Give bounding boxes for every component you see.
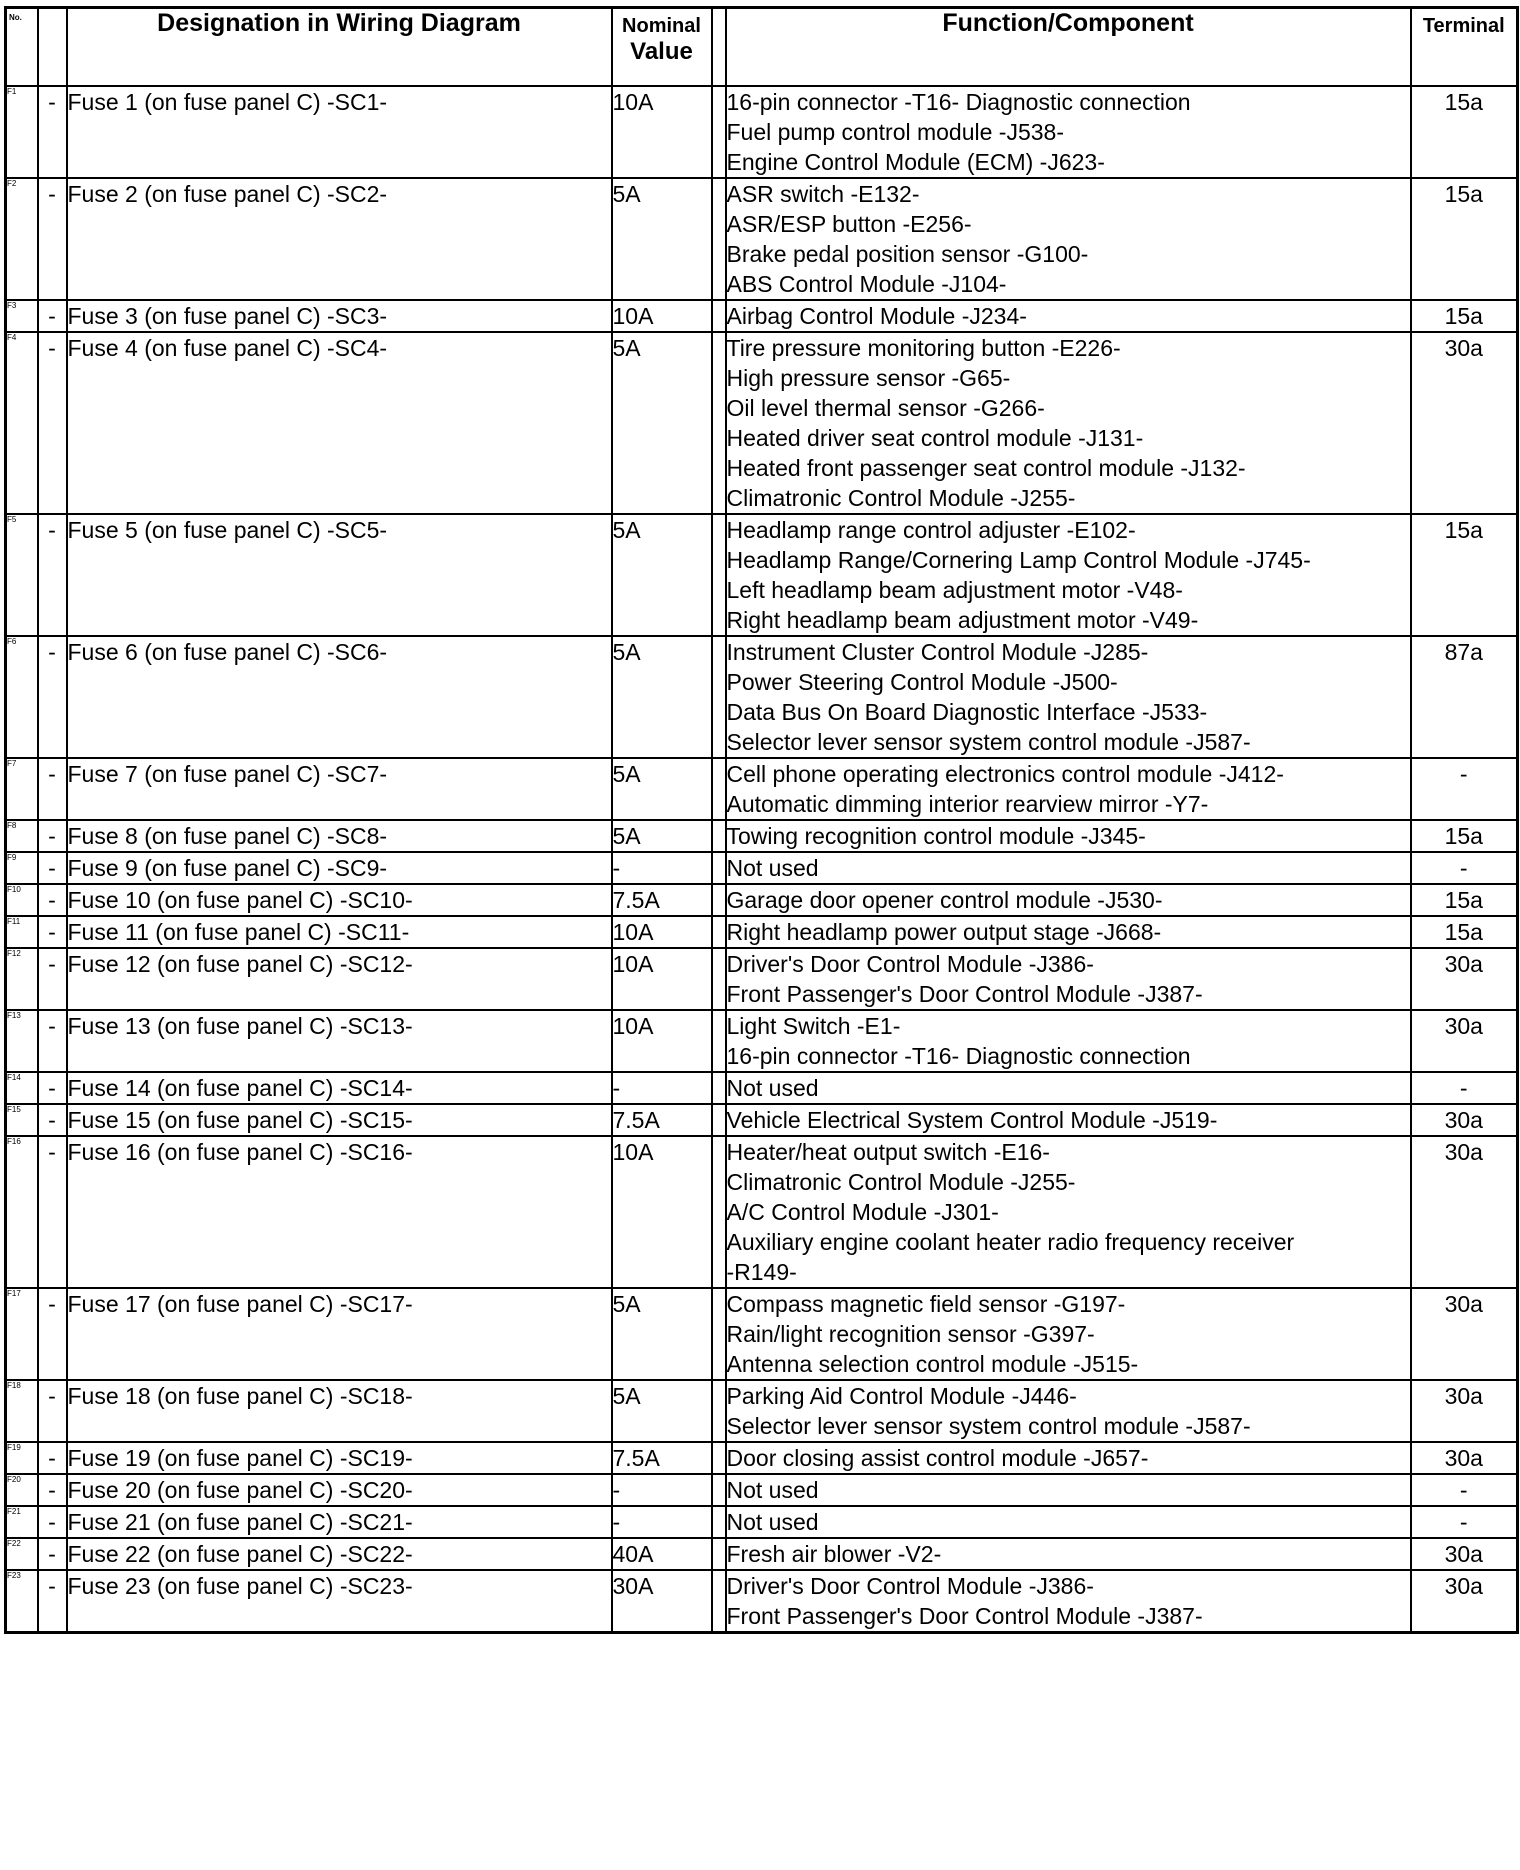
fuse-number: F20: [6, 1474, 38, 1506]
gap-cell: [712, 1072, 726, 1104]
terminal-cell: 15a: [1411, 916, 1518, 948]
function-cell: [726, 884, 1411, 916]
row-marker: -: [38, 86, 67, 178]
designation-cell: Fuse 4 (on fuse panel C) -SC4-: [67, 332, 612, 514]
header-gap: [712, 8, 726, 87]
function-cell: [726, 332, 1411, 514]
terminal-cell: 15a: [1411, 514, 1518, 636]
table-row: [6, 884, 1518, 916]
function-cell: [726, 1136, 1411, 1288]
gap-cell: [712, 1442, 726, 1474]
function-cell: [726, 1474, 1411, 1506]
terminal-cell: -: [1411, 852, 1518, 884]
row-marker: -: [38, 758, 67, 820]
table-row: [6, 636, 1518, 758]
function-cell: [726, 916, 1411, 948]
fuse-number: F3: [6, 300, 38, 332]
terminal-cell: 15a: [1411, 86, 1518, 178]
gap-cell: [712, 758, 726, 820]
table-row: [6, 1288, 1518, 1380]
nominal-value-cell: 10A: [612, 948, 712, 1010]
function-line: Vehicle Electrical System Control Module -J519-: [726, 1107, 1218, 1133]
function-cell: [726, 758, 1411, 820]
function-line: Fresh air blower -V2-: [726, 1541, 942, 1567]
terminal-cell: 30a: [1411, 1104, 1518, 1136]
designation-cell: Fuse 13 (on fuse panel C) -SC13-: [67, 1010, 612, 1072]
function-line: Driver's Door Control Module -J386-: [726, 951, 1094, 977]
designation-cell: Fuse 17 (on fuse panel C) -SC17-: [67, 1288, 612, 1380]
function-line: ABS Control Module -J104-: [726, 271, 1007, 297]
nominal-value-cell: -: [612, 1072, 712, 1104]
designation-cell: Fuse 11 (on fuse panel C) -SC11-: [67, 916, 612, 948]
function-line: Headlamp range control adjuster -E102-: [726, 517, 1136, 543]
terminal-cell: -: [1411, 758, 1518, 820]
terminal-cell: 30a: [1411, 1380, 1518, 1442]
nominal-value-cell: -: [612, 1506, 712, 1538]
function-line: Heated driver seat control module -J131-: [726, 425, 1144, 451]
function-line: Instrument Cluster Control Module -J285-: [726, 639, 1149, 665]
designation-cell: Fuse 6 (on fuse panel C) -SC6-: [67, 636, 612, 758]
table-body: [6, 86, 1518, 1633]
designation-cell: Fuse 23 (on fuse panel C) -SC23-: [67, 1570, 612, 1633]
function-line: ASR/ESP button -E256-: [726, 211, 972, 237]
function-line: Selector lever sensor system control module -J587-: [726, 729, 1251, 755]
fuse-number: F5: [6, 514, 38, 636]
designation-cell: Fuse 5 (on fuse panel C) -SC5-: [67, 514, 612, 636]
row-marker: -: [38, 1010, 67, 1072]
row-marker: -: [38, 636, 67, 758]
designation-cell: Fuse 9 (on fuse panel C) -SC9-: [67, 852, 612, 884]
table-row: [6, 1506, 1518, 1538]
function-line: Not used: [726, 1509, 819, 1535]
gap-cell: [712, 178, 726, 300]
function-line: 16-pin connector -T16- Diagnostic connection: [726, 89, 1191, 115]
header-no: No.: [6, 8, 38, 87]
row-marker: -: [38, 1072, 67, 1104]
nominal-value-cell: 10A: [612, 86, 712, 178]
gap-cell: [712, 86, 726, 178]
header-terminal: Terminal: [1411, 8, 1518, 87]
designation-cell: Fuse 7 (on fuse panel C) -SC7-: [67, 758, 612, 820]
fuse-number: F9: [6, 852, 38, 884]
gap-cell: [712, 1380, 726, 1442]
nominal-value-cell: 10A: [612, 1136, 712, 1288]
designation-cell: Fuse 22 (on fuse panel C) -SC22-: [67, 1538, 612, 1570]
nominal-value-cell: 5A: [612, 178, 712, 300]
gap-cell: [712, 1506, 726, 1538]
function-line: Antenna selection control module -J515-: [726, 1351, 1139, 1377]
table-row: [6, 916, 1518, 948]
row-marker: -: [38, 300, 67, 332]
fuse-number: F7: [6, 758, 38, 820]
function-cell: [726, 636, 1411, 758]
row-marker: -: [38, 948, 67, 1010]
function-cell: [726, 178, 1411, 300]
header-function: Function/Component: [726, 8, 1411, 87]
function-line: Headlamp Range/Cornering Lamp Control Module -J745-: [726, 547, 1311, 573]
nominal-value-cell: -: [612, 852, 712, 884]
terminal-cell: 15a: [1411, 884, 1518, 916]
gap-cell: [712, 636, 726, 758]
function-line: ASR switch -E132-: [726, 181, 920, 207]
function-cell: [726, 1380, 1411, 1442]
function-cell: [726, 86, 1411, 178]
nominal-value-cell: 7.5A: [612, 884, 712, 916]
function-line: 16-pin connector -T16- Diagnostic connection: [726, 1043, 1191, 1069]
function-line: Data Bus On Board Diagnostic Interface -J533-: [726, 699, 1208, 725]
fuse-number: F1: [6, 86, 38, 178]
fuse-table: [4, 6, 1519, 1634]
function-line: Cell phone operating electronics control module -J412-: [726, 761, 1284, 787]
gap-cell: [712, 852, 726, 884]
designation-cell: Fuse 21 (on fuse panel C) -SC21-: [67, 1506, 612, 1538]
designation-cell: Fuse 19 (on fuse panel C) -SC19-: [67, 1442, 612, 1474]
gap-cell: [712, 820, 726, 852]
designation-cell: Fuse 16 (on fuse panel C) -SC16-: [67, 1136, 612, 1288]
function-line: Not used: [726, 855, 819, 881]
nominal-value-cell: 40A: [612, 1538, 712, 1570]
fuse-number: F12: [6, 948, 38, 1010]
table-row: [6, 514, 1518, 636]
gap-cell: [712, 1474, 726, 1506]
row-marker: -: [38, 1570, 67, 1633]
nominal-value-cell: 7.5A: [612, 1104, 712, 1136]
function-cell: [726, 1072, 1411, 1104]
designation-cell: Fuse 15 (on fuse panel C) -SC15-: [67, 1104, 612, 1136]
table-header-row: [6, 8, 1518, 87]
header-nominal-value: [612, 8, 712, 87]
fuse-number: F13: [6, 1010, 38, 1072]
fuse-number: F14: [6, 1072, 38, 1104]
function-line: Heater/heat output switch -E16-: [726, 1139, 1050, 1165]
nominal-value-cell: 7.5A: [612, 1442, 712, 1474]
function-line: Heated front passenger seat control module -J132-: [726, 455, 1246, 481]
terminal-cell: 15a: [1411, 820, 1518, 852]
fuse-number: F21: [6, 1506, 38, 1538]
row-marker: -: [38, 1380, 67, 1442]
fuse-number: F16: [6, 1136, 38, 1288]
row-marker: -: [38, 1506, 67, 1538]
row-marker: -: [38, 1538, 67, 1570]
function-line: Towing recognition control module -J345-: [726, 823, 1146, 849]
terminal-cell: 30a: [1411, 1538, 1518, 1570]
row-marker: -: [38, 852, 67, 884]
table-row: [6, 1474, 1518, 1506]
designation-cell: Fuse 12 (on fuse panel C) -SC12-: [67, 948, 612, 1010]
function-line: A/C Control Module -J301-: [726, 1199, 999, 1225]
gap-cell: [712, 514, 726, 636]
function-line: Door closing assist control module -J657-: [726, 1445, 1149, 1471]
row-marker: -: [38, 916, 67, 948]
designation-cell: Fuse 2 (on fuse panel C) -SC2-: [67, 178, 612, 300]
function-line: Tire pressure monitoring button -E226-: [726, 335, 1121, 361]
nominal-value-cell: 5A: [612, 1380, 712, 1442]
table-row: [6, 86, 1518, 178]
nominal-value-cell: 5A: [612, 1288, 712, 1380]
header-nominal-bottom: Value: [630, 38, 693, 65]
table-row: [6, 332, 1518, 514]
gap-cell: [712, 1104, 726, 1136]
function-line: Climatronic Control Module -J255-: [726, 485, 1076, 511]
terminal-cell: -: [1411, 1072, 1518, 1104]
nominal-value-cell: 10A: [612, 300, 712, 332]
table-row: [6, 178, 1518, 300]
table-row: [6, 1380, 1518, 1442]
function-cell: [726, 1506, 1411, 1538]
function-cell: [726, 948, 1411, 1010]
table-row: [6, 1072, 1518, 1104]
gap-cell: [712, 300, 726, 332]
nominal-value-cell: 10A: [612, 1010, 712, 1072]
terminal-cell: 87a: [1411, 636, 1518, 758]
function-cell: [726, 1442, 1411, 1474]
function-line: Front Passenger's Door Control Module -J387-: [726, 981, 1203, 1007]
fuse-number: F23: [6, 1570, 38, 1633]
function-line: Selector lever sensor system control module -J587-: [726, 1413, 1251, 1439]
terminal-cell: 30a: [1411, 1136, 1518, 1288]
row-marker: -: [38, 884, 67, 916]
row-marker: -: [38, 1288, 67, 1380]
function-cell: [726, 1538, 1411, 1570]
fuse-number: F8: [6, 820, 38, 852]
fuse-number: F18: [6, 1380, 38, 1442]
row-marker: -: [38, 1136, 67, 1288]
function-line: Power Steering Control Module -J500-: [726, 669, 1118, 695]
terminal-cell: 30a: [1411, 1442, 1518, 1474]
header-designation: Designation in Wiring Diagram: [67, 8, 612, 87]
terminal-cell: 30a: [1411, 1010, 1518, 1072]
function-line: Right headlamp beam adjustment motor -V49-: [726, 607, 1199, 633]
function-line: Light Switch -E1-: [726, 1013, 901, 1039]
row-marker: -: [38, 332, 67, 514]
terminal-cell: 30a: [1411, 948, 1518, 1010]
gap-cell: [712, 1538, 726, 1570]
function-line: Parking Aid Control Module -J446-: [726, 1383, 1077, 1409]
table-row: [6, 948, 1518, 1010]
nominal-value-cell: -: [612, 1474, 712, 1506]
fuse-number: F19: [6, 1442, 38, 1474]
function-line: Fuel pump control module -J538-: [726, 119, 1064, 145]
row-marker: -: [38, 1474, 67, 1506]
fuse-number: F17: [6, 1288, 38, 1380]
table-row: [6, 1442, 1518, 1474]
header-nominal-top: Nominal: [622, 15, 701, 37]
designation-cell: Fuse 14 (on fuse panel C) -SC14-: [67, 1072, 612, 1104]
nominal-value-cell: 30A: [612, 1570, 712, 1633]
table-row: [6, 1538, 1518, 1570]
fuse-table-document: [4, 6, 1516, 1634]
function-line: Engine Control Module (ECM) -J623-: [726, 149, 1105, 175]
function-line: Right headlamp power output stage -J668-: [726, 919, 1162, 945]
terminal-cell: 15a: [1411, 300, 1518, 332]
function-line: Oil level thermal sensor -G266-: [726, 395, 1045, 421]
fuse-number: F4: [6, 332, 38, 514]
function-line: Compass magnetic field sensor -G197-: [726, 1291, 1126, 1317]
nominal-value-cell: 5A: [612, 820, 712, 852]
function-line: Automatic dimming interior rearview mirror -Y7-: [726, 791, 1209, 817]
header-spacer: [38, 8, 67, 87]
function-cell: [726, 852, 1411, 884]
row-marker: -: [38, 820, 67, 852]
function-cell: [726, 820, 1411, 852]
function-cell: [726, 1104, 1411, 1136]
gap-cell: [712, 1288, 726, 1380]
fuse-number: F11: [6, 916, 38, 948]
designation-cell: Fuse 18 (on fuse panel C) -SC18-: [67, 1380, 612, 1442]
nominal-value-cell: 5A: [612, 636, 712, 758]
terminal-cell: 30a: [1411, 1570, 1518, 1633]
function-line: Driver's Door Control Module -J386-: [726, 1573, 1094, 1599]
table-row: [6, 1570, 1518, 1633]
function-line: Auxiliary engine coolant heater radio frequency receiver: [726, 1229, 1295, 1255]
terminal-cell: 30a: [1411, 332, 1518, 514]
row-marker: -: [38, 1442, 67, 1474]
fuse-number: F2: [6, 178, 38, 300]
gap-cell: [712, 948, 726, 1010]
function-line: Garage door opener control module -J530-: [726, 887, 1163, 913]
designation-cell: Fuse 8 (on fuse panel C) -SC8-: [67, 820, 612, 852]
function-line: Rain/light recognition sensor -G397-: [726, 1321, 1095, 1347]
gap-cell: [712, 916, 726, 948]
terminal-cell: 15a: [1411, 178, 1518, 300]
table-row: [6, 758, 1518, 820]
table-row: [6, 1010, 1518, 1072]
nominal-value-cell: 5A: [612, 758, 712, 820]
gap-cell: [712, 332, 726, 514]
fuse-number: F6: [6, 636, 38, 758]
terminal-cell: 30a: [1411, 1288, 1518, 1380]
function-line: Left headlamp beam adjustment motor -V48-: [726, 577, 1183, 603]
terminal-cell: -: [1411, 1474, 1518, 1506]
designation-cell: Fuse 1 (on fuse panel C) -SC1-: [67, 86, 612, 178]
function-cell: [726, 1288, 1411, 1380]
function-cell: [726, 514, 1411, 636]
designation-cell: Fuse 10 (on fuse panel C) -SC10-: [67, 884, 612, 916]
terminal-cell: -: [1411, 1506, 1518, 1538]
function-cell: [726, 1010, 1411, 1072]
designation-cell: Fuse 3 (on fuse panel C) -SC3-: [67, 300, 612, 332]
nominal-value-cell: 5A: [612, 332, 712, 514]
row-marker: -: [38, 178, 67, 300]
function-line: -R149-: [726, 1259, 797, 1285]
fuse-number: F10: [6, 884, 38, 916]
function-cell: [726, 300, 1411, 332]
table-row: [6, 820, 1518, 852]
function-line: Brake pedal position sensor -G100-: [726, 241, 1089, 267]
function-line: Not used: [726, 1075, 819, 1101]
gap-cell: [712, 1570, 726, 1633]
nominal-value-cell: 5A: [612, 514, 712, 636]
function-line: Front Passenger's Door Control Module -J387-: [726, 1603, 1203, 1629]
function-line: Airbag Control Module -J234-: [726, 303, 1027, 329]
table-row: [6, 300, 1518, 332]
function-line: High pressure sensor -G65-: [726, 365, 1011, 391]
gap-cell: [712, 884, 726, 916]
function-line: Not used: [726, 1477, 819, 1503]
designation-cell: Fuse 20 (on fuse panel C) -SC20-: [67, 1474, 612, 1506]
row-marker: -: [38, 1104, 67, 1136]
row-marker: -: [38, 514, 67, 636]
table-row: [6, 1104, 1518, 1136]
function-line: Climatronic Control Module -J255-: [726, 1169, 1076, 1195]
nominal-value-cell: 10A: [612, 916, 712, 948]
gap-cell: [712, 1010, 726, 1072]
fuse-number: F15: [6, 1104, 38, 1136]
table-row: [6, 1136, 1518, 1288]
fuse-number: F22: [6, 1538, 38, 1570]
table-row: [6, 852, 1518, 884]
function-cell: [726, 1570, 1411, 1633]
gap-cell: [712, 1136, 726, 1288]
